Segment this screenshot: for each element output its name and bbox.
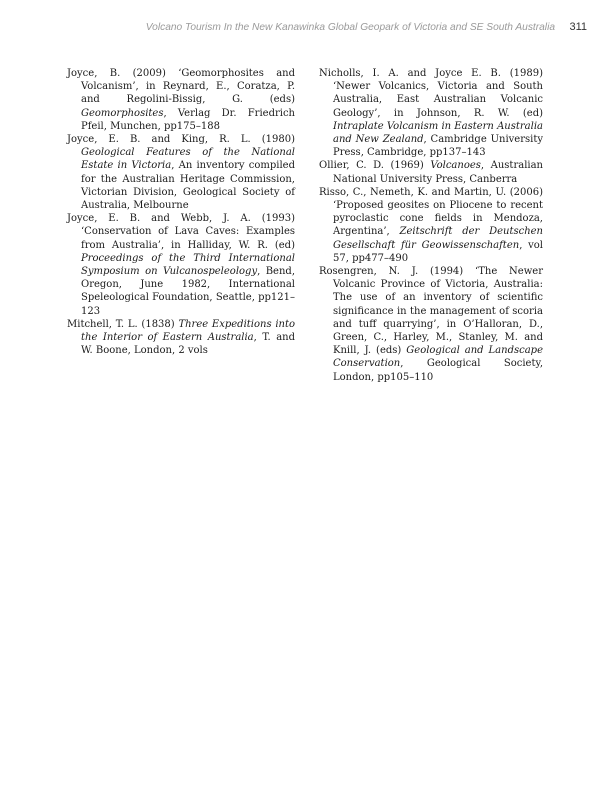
page-number: 311 (569, 21, 587, 33)
references-column-left (67, 67, 295, 357)
page-header (0, 20, 613, 40)
reference-entry: Joyce, E. B. and Webb, J. A. (1993) ‘Conservation of Lava Caves: Examples from Australia’, in Halliday, W. R. (ed) Proceedings of the Third International Symposium on Vulcanospeleology, Bend, Oregon, June 1982, International Speleological Foundation, Seattle, pp121–123 (67, 213, 295, 317)
reference-entry: Nicholls, I. A. and Joyce E. B. (1989) ‘Newer Volcanics, Victoria and South Australia, East Australian Volcanic Geology’, in Johnson, R. W. (ed) Intraplate Volcanism in Eastern Australia and New Zealand, Cambridge University Press, Cambridge, pp137–143 (319, 68, 543, 159)
reference-entry: Mitchell, T. L. (1838) Three Expeditions into the Interior of Eastern Australia, T. and W. Boone, London, 2 vols (67, 318, 296, 357)
reference-entry: Rosengren, N. J. (1994) ‘The Newer Volcanic Province of Victoria, Australia: The use of an inventory of scientific significance in the management of scoria and tuff quarrying’, in O’Halloran, D., Green, C., Harley, M., Stanley, M. and Knill, J. (eds) Geological and Landscape Conservation, Geological Society, London, pp105–110 (319, 266, 543, 383)
reference-entry: Risso, C., Nemeth, K. and Martin, U. (2006) ‘Proposed geosites on Pliocene to recent pyroclastic cone fields in Mendoza, Argentina’, Zeitschrift der Deutschen Gesellschaft für Geowissenschaften, vol 57, pp477–490 (319, 186, 543, 264)
running-head: Volcano Tourism In the New Kanawinka Global Geopark of Victoria and SE South Australia (145, 22, 555, 33)
reference-entry: Ollier, C. D. (1969) Volcanoes, Australian National University Press, Canberra (319, 160, 543, 185)
references-column-right (319, 67, 543, 384)
reference-entry: Joyce, B. (2009) ‘Geomorphosites and Volcanism’, in Reynard, E., Coratza, P. and Regolini-Bissig, G. (eds) Geomorphosites, Verlag Dr. Friedrich Pfeil, Munchen, pp175–188 (67, 68, 295, 132)
reference-entry: Joyce, E. B. and King, R. L. (1980) Geological Features of the National Estate in Victoria, An inventory compiled for the Australian Heritage Commission, Victorian Division, Geological Society of Australia, Melbourne (67, 134, 295, 212)
